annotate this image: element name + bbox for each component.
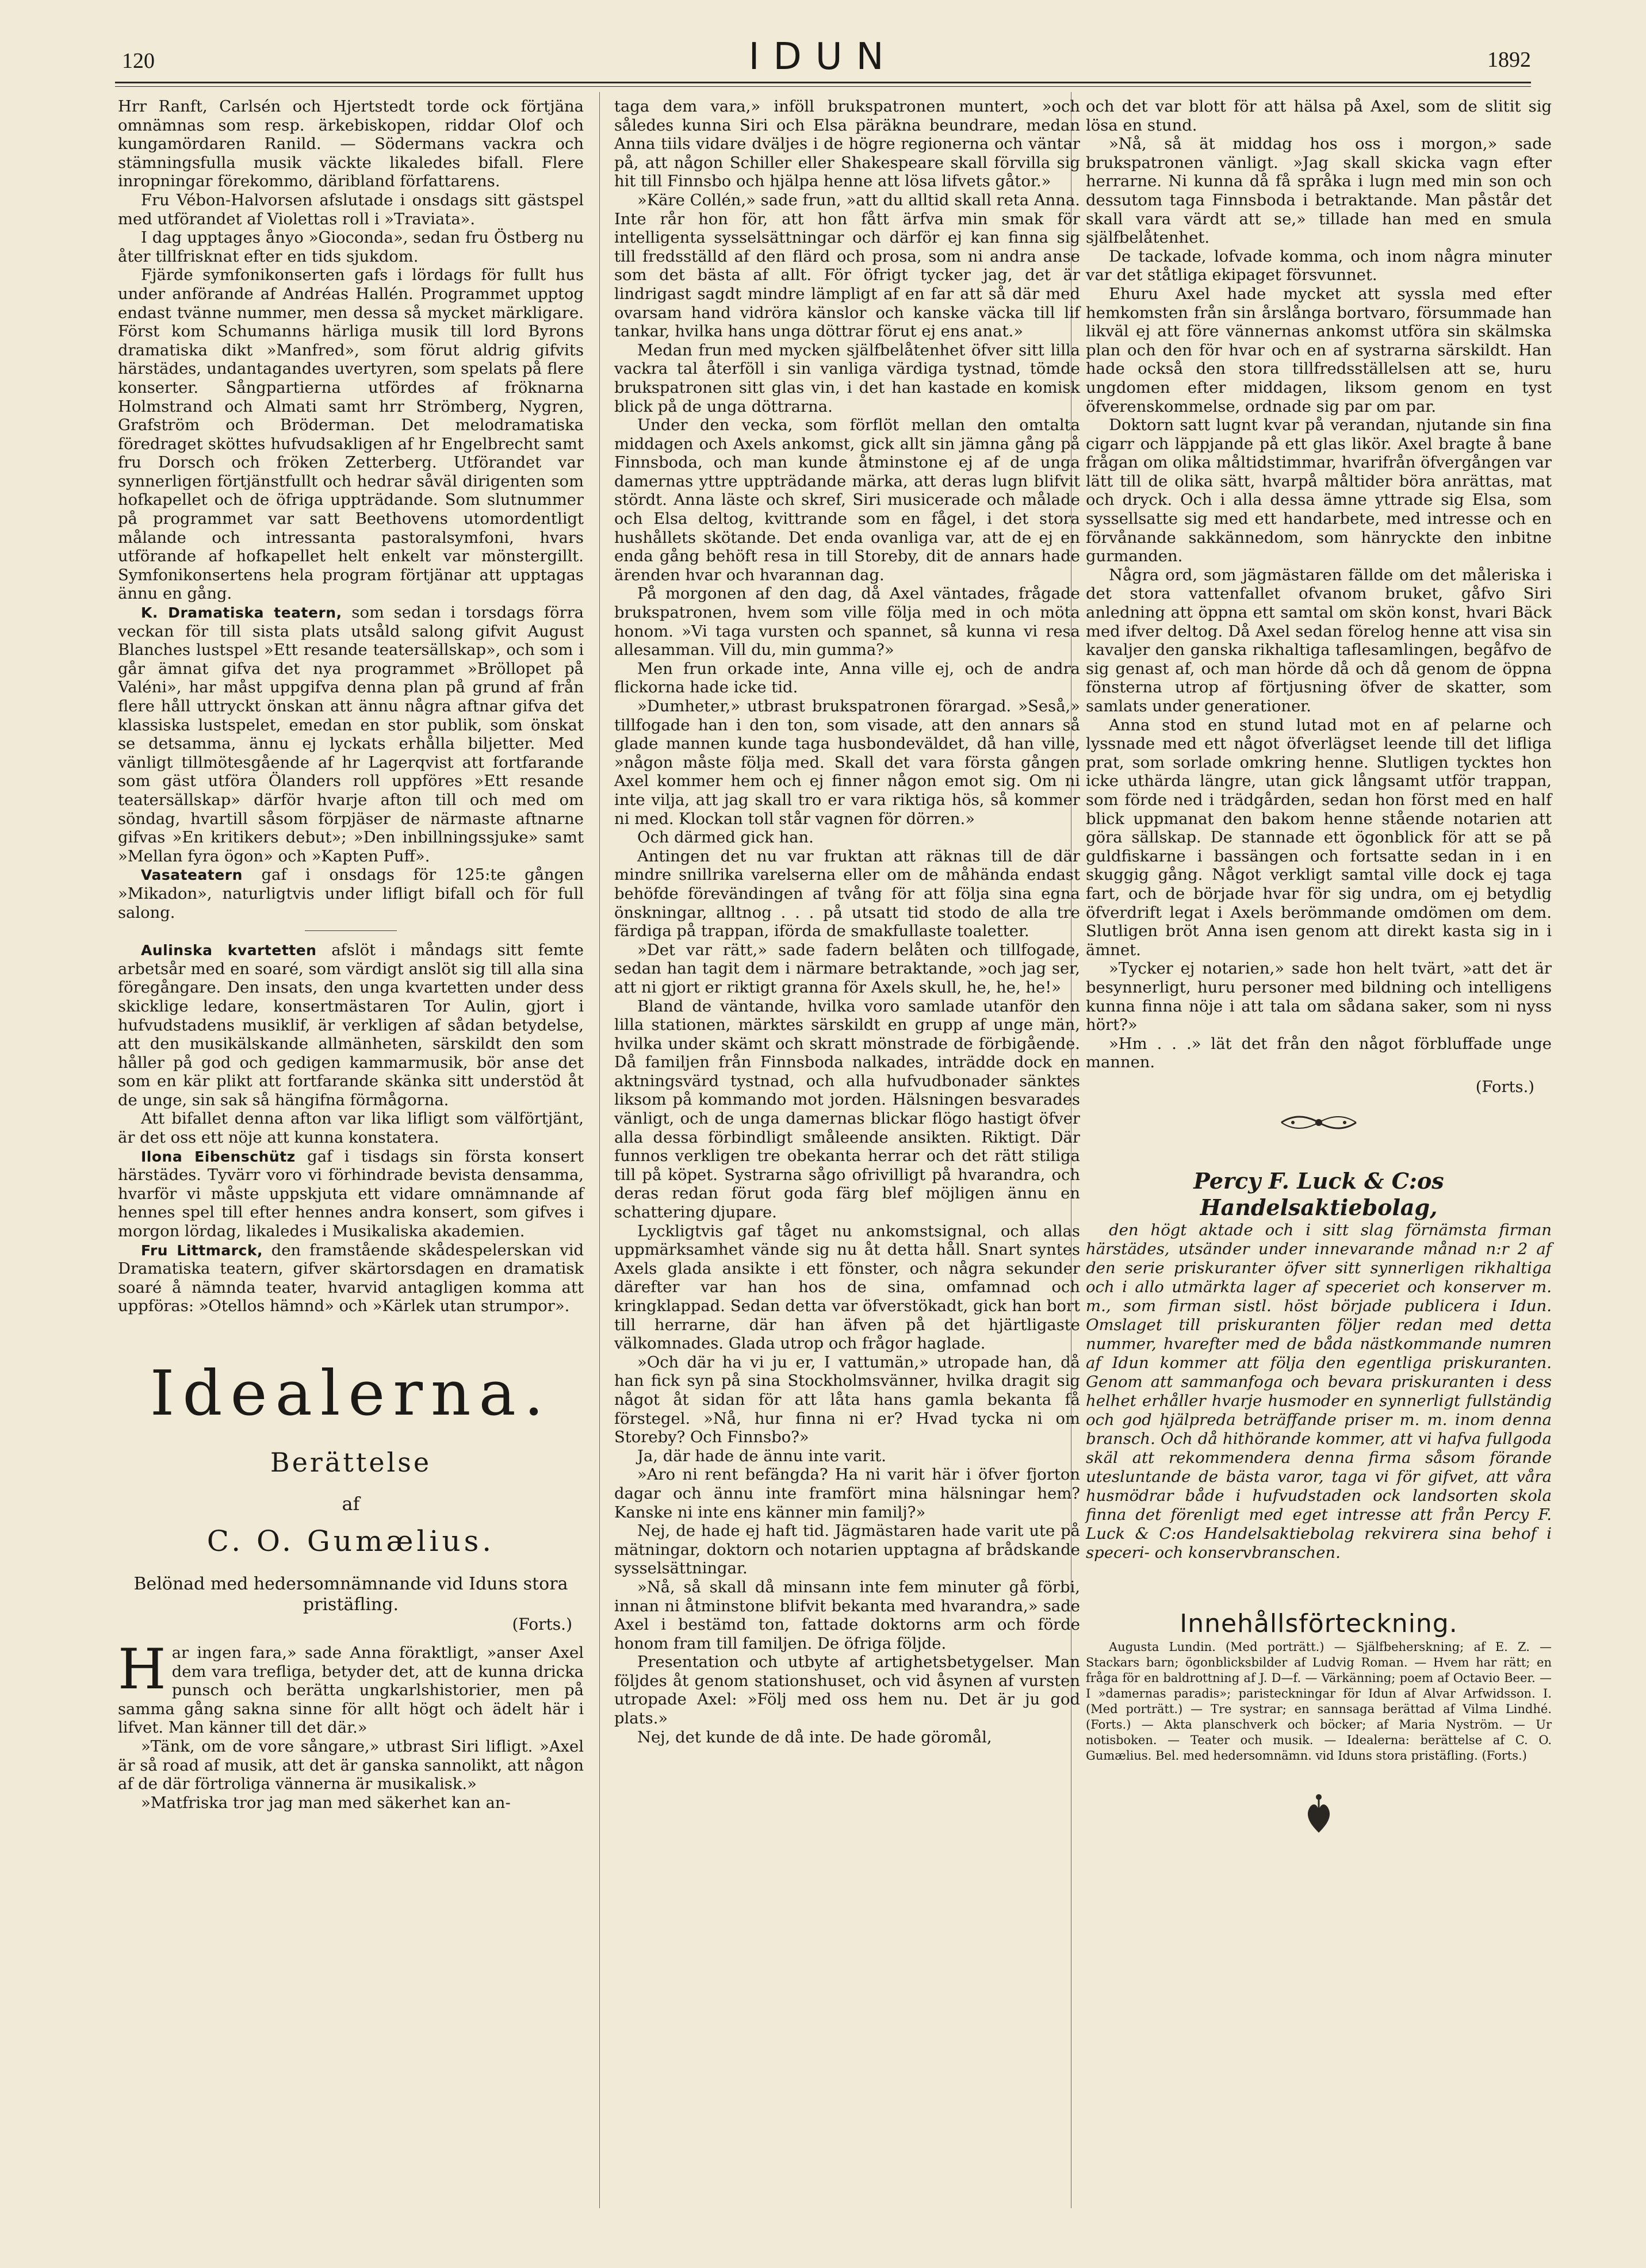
article-paragraph (118, 604, 584, 866)
story-paragraph: taga dem vara,» inföll brukspatronen muntert, »och således kunna Siri och Elsa päräkna beundrare, medan Anna tiils vidare dväljes i de högre regionerna och väntar på, att någon Schiller eller Shakespeare skall förvilla sig hit till Finnsbo och hjälpa henne att lösa lifvets gåtor.» (614, 98, 1080, 191)
story-paragraph: Nej, det kunde de då inte. De hade göromål, (637, 1728, 992, 1746)
article-paragraph: Fru Vébon-Halvorsen afslutade i onsdags sitt gästspel med utförandet af Violettas roll i »Traviata». (118, 191, 584, 228)
item-text: den framstående skådespelerskan vid Dramatiska teatern, gifver skärtorsdagen en dramatisk soaré å nämnda teater, hvarvid antagligen komma att uppföras: »Otellos hämnd» och »Kärlek utan strumpor». (118, 1241, 584, 1316)
item-lead: Aulinska kvartetten (141, 942, 317, 959)
item-lead: Ilona Eibenschütz (141, 1148, 296, 1165)
story-paragraph: »Tycker ej notarien,» sade hon helt tvärt, »att det är besynnerligt, huru personer med bildning och intelligens kunna finna nöje i att tala om sådana saker, som ni nyss hört?» (1086, 960, 1552, 1035)
story-paragraph: Doktorn satt lugnt kvar på verandan, njutande sin fina cigarr och läppjande på ett glas likör. Axel bragte å bane frågan om olika måltidstimmar, hvarifrån öfvergången var lätt till de olika sätt, hvarpå måltider böra anrättas, mat och dryck. Och i alla dessa ämne yttrade sig Elsa, som syssellsatte sig med ett handarbete, med intresse och en förvånande sakkännedom, som hänryckte den inbitne gurmanden. (1086, 416, 1552, 566)
continued-label: (Forts.) (512, 1615, 572, 1634)
story-paragraph (118, 1637, 584, 1738)
page-number: 120 (122, 49, 155, 73)
continued-label: (Forts.) (1475, 1078, 1534, 1096)
article-paragraph: Att bifallet denna afton var lika lifligt som välförtjänt, är det oss ett nöje att kunna konstatera. (118, 1110, 584, 1147)
story-paragraph: Men frun orkade inte, Anna ville ej, och de andra flickorna hade icke tid. (614, 660, 1080, 697)
contents-heading: Innehållsförteckning. (1180, 1609, 1458, 1639)
story-author: C. O. Gumælius. (206, 1524, 495, 1558)
item-lead: Vasateatern (141, 867, 243, 884)
story-heading (118, 1357, 584, 1634)
story-subtitle: Berättelse (270, 1447, 432, 1478)
story-paragraph: Under den vecka, som förflöt mellan den omtalta middagen och Axels ankomst, gick allt sin jämna gång på Finnsboda, och man kunde åtminstone ej af de unga damernas yttre uppträdande märka, att deras lugn blifvit stördt. Anna läste och skref, Siri musicerade och målade och Elsa deltog, kvittrande som en fågel, i det stora hushållets skötande. Det enda ovanliga var, att de ej en enda gång behöft resa in till Storeby, dit de annars hade ärenden hvar och hvarannan dag. (614, 416, 1080, 584)
story-paragraph: På morgonen af den dag, då Axel väntades, frågade brukspatronen, hvem som ville följa med in och möta honom. »Vi taga vursten och spannet, så kunna vi resa allesamman. Vill du, min gumma?» (614, 585, 1080, 660)
story-paragraph: »Det var rätt,» sade fadern belåten och tillfogade, sedan han tagit dem i närmare betraktande, »och jag ser, att ni gjort er riktigt granna för Axels skull, he, he, he!» (614, 941, 1080, 997)
item-text: som sedan i torsdags förra veckan för till sista plats utsåld salong gifvit August Blanches lustspel »Ett resande teatersällskap», och som i går ämnat gifva det nya programmet »Bröllopet på Valéni», har måst uppgifva denna plan på grund af från flere håll uttryckt önskan att ännu några aftnar gifva det klassiska lustspelet, emedan en stor publik, som önskat se detsamma, ännu ej lyckats erhålla biljetter. Med vänligt tillmötesgående af hr Lagerqvist att fortfarande som gäst utföra Ölanders roll uppföres »Ett resande teatersällskap» därför hvarje afton till och med om söndag, hvartill såsom förpjäser de närmaste aftnarne gifvas »En kritikers debut»; »Den inbillningssjuke» samt »Mellan fyra ögon» och »Kapten Puff». (118, 604, 584, 865)
item-lead: Fru Littmarck, (141, 1242, 263, 1259)
column-left (118, 98, 584, 1813)
story-paragraph: Ja, där hade de ännu inte varit. (637, 1447, 886, 1465)
story-paragraph: Presentation och utbyte af artighetsbetygelser. Man följdes åt genom stationshuset, och vid åsynen af vursten utropade Axel: »Följ med oss hem nu. Det är ju god plats.» (614, 1653, 1080, 1728)
story-title: Idealerna. (150, 1358, 552, 1430)
story-paragraph: »Nå, så ät middag hos oss i morgon,» sade brukspatronen vänligt. »Jag skall skicka vagn efter herrarne. Ni kunna då få språka i lugn med min son och dessutom taga Finnsboda i betraktande. Man påstår det skall vara värdt att se,» tillade han med en smula själfbelåtenhet. (1086, 135, 1552, 247)
story-paragraph: De tackade, lofvade komma, och inom några minuter var det ståtliga ekipaget försvunnet. (1086, 247, 1552, 285)
article-paragraph: Hrr Ranft, Carlsén och Hjertstedt torde ock förtjäna omnämnas som resp. ärkebiskopen, riddar Olof och kungamördaren Ranild. — Södermans vackra och stämningsfulla musik väckte likaledes bifall. Flere inropningar förekommo, däribland författarens. (118, 98, 584, 191)
story-paragraph: »Käre Collén,» sade frun, »att du alltid skall reta Anna. Inte rår hon för, att hon fått ärfva min smak för intelligenta sysselsättningar och därför ej kan finna sig till fredsställd af den flärd och prosa, som ni andra anse som det bästa af allt. För öfrigt tycker jag, det är lindrigast sagdt mindre lämpligt af en far att så där med ovarsam hand vidröra känslor och kanske väcka till lif tankar, hvilka hans unga döttrar förut ej ens anat.» (614, 191, 1080, 341)
contents-list: Augusta Lundin. (Med porträtt.) — Själfbeherskning; af E. Z. — Stackars barn; ögonblicksbilder af Ludvig Roman. — Hvem har rätt; en fråga för en baldrottning af J. D—f. — Värkänning; poem af Octavio Beer. — I »damernas paradis»; paristeckningar för Idun af Alvar Arfwidsson. I. (Med porträtt.) — Tre systrar; en sannsaga berättad af Vilma Lindhé. (Forts.) — Akta planschverk och böcker; af Maria Nyström. — Ur notisboken. — Teater och musik. — Idealerna: berättelse af C. O. Gumælius. Bel. med hedersomnämn. vid Iduns stora pristäfling. (Forts.) (1086, 1640, 1552, 1763)
running-head (115, 36, 1531, 76)
fleuron-icon-svg (1299, 1792, 1339, 1838)
story-paragraph: »Hm . . .» lät det från den något förbluffade unge mannen. (1086, 1035, 1552, 1072)
advertisement-title: Percy F. Luck & C:os Handelsaktiebolag, (1193, 1168, 1444, 1221)
column-middle (614, 98, 1080, 1747)
story-paragraph: och det var blott för att hälsa på Axel, som de slitit sig lösa en stund. (1086, 98, 1552, 135)
ornament-icon (1086, 1108, 1552, 1145)
fleuron-icon (1086, 1792, 1552, 1838)
story-text: ar ingen fara,» sade Anna föraktligt, »anser Axel dem vara trefliga, betyder det, att de kunna dricka punsch och berätta ungkarlshistorier, men på samma gång sakna sinne för allt högt och ädelt här i lifvet. Man känner till det där.» (118, 1644, 584, 1737)
story-paragraph: Ehuru Axel hade mycket att syssla med efter hemkomsten från sin årslånga bortvaro, försummade han likväl ej att före vännernas ankomst utföra sin skälmska plan och den för hvar och en af systrarna särskildt. Han hade också den stora tillfredsställelsen att se, huru ungdomen efter middagen, liksom genom en tyst öfverenskommelse, ordnade sig par om par. (1086, 285, 1552, 416)
header-rule-thin (115, 86, 1531, 87)
story-by: af (342, 1493, 360, 1515)
item-text: gaf i tisdags sin första konsert härstädes. Tyvärr voro vi förhindrade bevista densamma, hvarför vi måste uppskjuta ett vidare omnämnande af hennes spel till efter hennes andra konsert, som gifves i morgon lördag, likaledes i Musikaliska akademien. (118, 1147, 584, 1241)
article-paragraph (118, 1148, 584, 1242)
story-paragraph: Lyckligtvis gaf tåget nu ankomstsignal, och allas uppmärksamhet vände sig nu åt detta håll. Snart syntes Axels glada ansikte i ett fönster, och några sekunder därefter var han hos de sina, omfamnad och kringklappad. Sedan detta var öfverstökadt, gick han bort till herrarne, där han äfven på det hjärtligaste välkomnades. Glada utrop och frågor haglade. (614, 1222, 1080, 1353)
item-text: afslöt i måndags sitt femte arbetsår med en soaré, som värdigt anslöt sig till alla sina föregångare. Den insats, den unga kvartetten under dess skicklige ledare, konsertmästaren Tor Aulin, gjort i hufvudstadens musiklif, är verkligen af sådan betydelse, att den musikälskande allmänheten, särskildt den som håller på god och gedigen kammarmusik, bör anse det som en kär plikt att fortfarande skänka sitt understöd åt de unge, sin sak så hängifna förmågorna. (118, 941, 584, 1109)
year: 1892 (1487, 48, 1531, 72)
column-rule (599, 92, 600, 2208)
item-lead: K. Dramatiska teatern, (141, 604, 342, 622)
story-award-note: Belönad med hedersomnämnande vid Iduns stora pristäfling. (133, 1574, 568, 1615)
story-paragraph: »Aro ni rent befängda? Ha ni varit här i öfver fjorton dagar och ännu inte framfört mina hälsningar hem? Kanske ni inte ens känner min familj?» (614, 1466, 1080, 1522)
column-right (1086, 98, 1552, 1838)
story-paragraph: Några ord, som jägmästaren fällde om det måleriska i det stora vattenfallet ofvanom bruket, gåfvo Siri anledning att öppna ett samtal om skön konst, hvari Bäck med ifver deltog. Då Axel sedan förelog henne att visa sin kavaljer den ganska rikhaltiga taflesamlingen, begåfvo de sig genast af, och man hörde då och då genom de öppna fönsterna utrop af förtjusning öfver de skatter, som samlats under generationer. (1086, 566, 1552, 715)
story-paragraph: »Tänk, om de vore sångare,» utbrast Siri lifligt. »Axel är så road af musik, att det är ganska sannolikt, att någon af de där förtroliga vännerna är musikalisk.» (118, 1737, 584, 1794)
ornament-icon-svg (1276, 1108, 1362, 1137)
story-paragraph: Medan frun med mycken själfbelåtenhet öfver sitt lilla vackra tal återföll i sin vanliga värdiga tystnad, tömde brukspatronen sitt glas vin, i det han kastade en komisk blick på de unga döttrarna. (614, 341, 1080, 416)
story-paragraph: Nej, de hade ej haft tid. Jägmästaren hade varit ute på mätningar, doktorn och notarien upptagna af brådskande sysselsättningar. (614, 1522, 1080, 1578)
story-paragraph: Antingen det nu var fruktan att räknas till de där mindre snillrika varelserna eller om de måhända endast behöfde förevändingen af tvång för att följa sina egna önskningar, alltnog . . . på utsatt tid stodo de alla tre färdiga på trappan, iförda de smakfullaste toaletter. (614, 847, 1080, 941)
article-paragraph: Fjärde symfonikonserten gafs i lördags för fullt hus under anförande af Andréas Hallén. Programmet upptog endast tvänne nummer, men dessa så mycket märkligare. Först kom Schumanns härliga musik till lord Byrons dramatiska dikt »Manfred», som förut aldrig gifvits härstädes, undantagandes uvertyren, som spelats på flere konserter. Sångpartierna utfördes af fröknarna Holmstrand och Almati samt hrr Strömberg, Nygren, Grafström och Bröderman. Det melodramatiska föredraget sköttes hufvudsakligen af hr Engelbrecht samt fru Dorsch och fröken Zetterberg. Utförandet var synnerligen förtjänstfullt och hedrar såväl dirigenten som hofkapellet och de öfriga uppträdande. Som slutnummer på programmet var satt Beethovens utomordentligt målande och intressanta pastoralsymfoni, hvars utförande af hofkapellet helt enkelt var mönstergillt. Symfonikonsertens hela program förtjänar att upptagas ännu en gång. (118, 266, 584, 603)
advertisement-body: den högt aktade och i sitt slag förnämsta firman härstädes, utsänder under innevarande månad n:r 2 af den serie priskuranter öfver sitt synnerligen rikhaltiga och i allo utmärkta lager af speceriet och konserver m. m., som firman sistl. höst började publicera i Idun. Omslaget till priskuranten följer redan med detta nummer, hvarefter med de båda nästkommande numren af Idun kommer att följa den egentliga priskuranten. Genom att sammanfoga och bevara priskuranten i dess helhet erhåller hvarje husmoder en synnerligt fullständig och god hjälpreda beträffande priser m. m. inom denna bransch. Och då hithörande kommer, att vi hafva fullgoda skäl att rekommendera denna firma såsom förande utesluntande de bästa varor, taga vi för gifvet, att våra husmödrar både i hufvudstaden ock landsorten skola finna det förenligt med eget intresse att från Percy F. Luck & C:os Handelsaktiebolag rekvirera sina behof i speceri- och konservbranschen. (1086, 1221, 1552, 1562)
article-paragraph (118, 1242, 584, 1316)
article-paragraph: I dag upptages ånyo »Gioconda», sedan fru Östberg nu åter tillfrisknat efter en tids sjukdom. (118, 229, 584, 266)
separator (305, 930, 397, 931)
story-paragraph: »Nå, så skall då minsann inte fem minuter gå förbi, innan ni åtminstone blifvit bekanta med hvarandra,» sade Axel i bestämd ton, fattade doktorns arm och förde honom fram till familjen. De öfriga följde. (614, 1578, 1080, 1653)
story-paragraph: »Dumheter,» utbrast brukspatronen förargad. »Seså,» tillfogade han i den ton, som visade, att den annars så glade mannen kunde taga husbondeväldet, då han ville, »någon måste följa med. Skall det vara första gången Axel kommer hem och ej finner någon emot sig. Om ni inte vilja, att jag skall tro er vara riktiga hös, så kommer ni med. Klockan toll står vagnen för dörren.» (614, 698, 1080, 828)
item-text: gaf i onsdags för 125:te gången »Mikadon», naturligtvis under lifligt bifall och för full salong. (118, 866, 584, 922)
drop-cap: H (118, 1637, 166, 1702)
header-rule (115, 82, 1531, 83)
story-paragraph: »Och där ha vi ju er, I vattumän,» utropade han, då han fick syn på sina Stockholmsvänner, hvilka dragit sig något åt sidan för att låta hans gamla bekanta få förstegel. »Nå, hur finna ni er? Hvad tycka ni om Storeby? Och Finnsbo?» (614, 1353, 1080, 1447)
story-paragraph: Anna stod en stund lutad mot en af pelarne och lyssnade med ett något öfverlägset leende till det lifliga prat, som sorlade omkring henne. Slutligen tycktes hon icke uthärda längre, utan gick långsamt utför trappan, som förde ned i trädgården, sedan hon först med en half blick uppmanat den bakom henne stående notarien att göra sällskap. De stannade ett ögonblick för att se på guldfiskarne i bassängen och fortsatte sedan in i en skuggig gång. Något verkligt samtal ville dock ej taga fart, och de började hvar för sig undra, om ej betydlig öfverdrift legat i Axels berömmande omdömen om dem. Slutligen bröt Anna isen genom att direkt kasta sig in i ämnet. (1086, 716, 1552, 959)
story-paragraph: Och därmed gick han. (637, 829, 814, 847)
story-paragraph: Bland de väntande, hvilka voro samlade utanför den lilla stationen, märktes särskildt en grupp af unge män, hvilka under skämt och skratt mönstrade de förbigående. Då familjen från Finnsboda nalkades, inträdde dock en aktningsvärd tystnad, och alla hufvudbonader sänktes liksom på kommando mot jorden. Hälsningen besvarades vänligt, och de unga damernas blickar flögo hastigt öfver alla dessa förbindligt småleende ansikten. Riktigt. Där funnos verkligen tre obekanta herrar och det rätt stiliga till på köpet. Systrarna sågo ofrivilligt på hvarandra, och deras redan förut goda färg blef möjligen ännu en schattering djupare. (614, 997, 1080, 1222)
story-paragraph: »Matfriska tror jag man med säkerhet kan an- (141, 1794, 511, 1812)
article-paragraph (118, 941, 584, 1110)
masthead: IDUN (748, 36, 898, 78)
article-paragraph (118, 866, 584, 922)
